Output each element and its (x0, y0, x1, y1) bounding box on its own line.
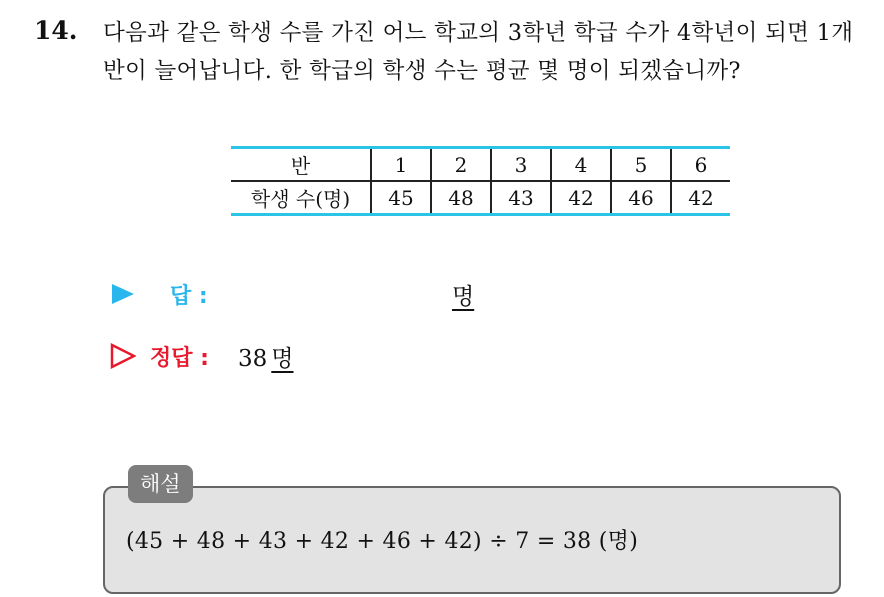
solution-text: (45 + 48 + 43 + 42 + 46 + 42) ÷ 7 = 38 (명) (126, 529, 639, 554)
table-cell: 45 (371, 181, 431, 215)
outline-triangle-icon (110, 343, 136, 369)
table-header-label: 반 (231, 148, 371, 182)
table-cell: 4 (551, 148, 611, 182)
table-row (231, 148, 730, 182)
data-table (231, 146, 730, 216)
table-cell: 1 (371, 148, 431, 182)
correct-answer (238, 340, 294, 373)
correct-answer-value: 38 (238, 346, 268, 372)
table-cell: 6 (671, 148, 730, 182)
solution-tag: 해설 (128, 465, 193, 503)
answer-label: 답 : (170, 284, 208, 309)
table-cell: 5 (611, 148, 671, 182)
table-cell: 42 (551, 181, 611, 215)
table-cell: 48 (431, 181, 491, 215)
table-cell: 42 (671, 181, 730, 215)
answer-unit: 명 (452, 284, 475, 310)
table-row (231, 181, 730, 215)
correct-answer-label: 정답 : (150, 346, 209, 371)
correct-answer-unit: 명 (271, 346, 294, 372)
table-row-label: 학생 수(명) (231, 181, 371, 215)
question-number: 14. (34, 16, 78, 45)
table-cell: 46 (611, 181, 671, 215)
table-cell: 2 (431, 148, 491, 182)
table-cell: 3 (491, 148, 551, 182)
question-text: 다음과 같은 학생 수를 가진 어느 학교의 3학년 학급 수가 4학년이 되면 1개 반이 늘어납니다. 한 학급의 학생 수는 평균 몇 명이 되겠습니까? (103, 20, 854, 84)
table-cell: 43 (491, 181, 551, 215)
play-triangle-icon (112, 284, 134, 304)
